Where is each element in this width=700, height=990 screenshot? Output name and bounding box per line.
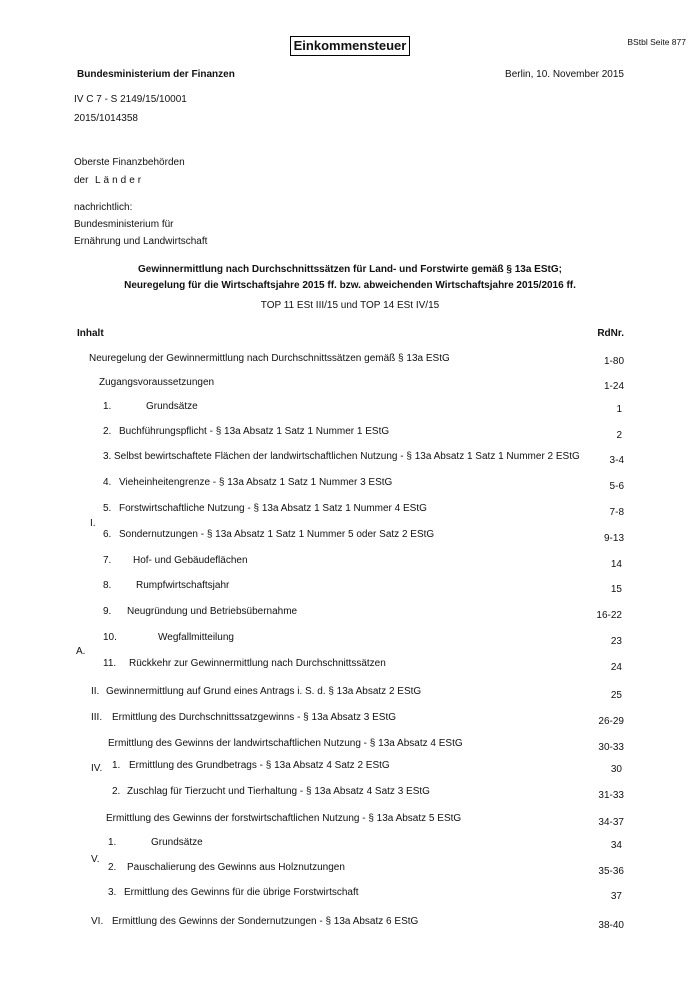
toc-row-text: Zugangsvoraussetzungen — [99, 377, 215, 388]
toc-row-text: Wegfallmitteilung — [158, 632, 234, 643]
toc-row-text: Rumpfwirtschaftsjahr — [136, 580, 230, 591]
toc-section-label-iv: IV. — [91, 763, 103, 774]
toc-row-text: Forstwirtschaftliche Nutzung - § 13a Absatz 1 Satz 1 Nummer 4 EStG — [119, 503, 427, 514]
toc-row-text: Ermittlung des Gewinns der Sondernutzungen - § 13a Absatz 6 EStG — [112, 916, 419, 927]
toc-section-label-a: A. — [76, 646, 86, 657]
toc-row-number: 1. — [112, 760, 121, 771]
reference-number: IV C 7 - S 2149/15/10001 — [74, 94, 187, 105]
toc-row-rdnr: 31-33 — [598, 790, 624, 801]
toc-row-number: 3. — [108, 887, 117, 898]
toc-row-rdnr: 16-22 — [596, 610, 622, 621]
toc-row-rdnr: 34-37 — [598, 817, 624, 828]
toc-row-rdnr: 2 — [616, 430, 622, 441]
toc-row-number: 7. — [103, 555, 112, 566]
page-reference: BStbl Seite 877 — [627, 37, 686, 47]
toc-row-rdnr: 30-33 — [598, 742, 624, 753]
toc-row-rdnr: 1-80 — [603, 356, 624, 367]
toc-row-text: Ermittlung des Durchschnittssatzgewinns - § 13a Absatz 3 EStG — [112, 712, 397, 723]
cc-line-1: Bundesministerium für — [74, 219, 174, 230]
subject-top-reference: TOP 11 ESt III/15 und TOP 14 ESt IV/15 — [260, 300, 440, 311]
toc-row-rdnr: 34 — [610, 840, 622, 851]
toc-row-text: Neuregelung der Gewinnermittlung nach Durchschnittssätzen gemäß § 13a EStG — [89, 353, 450, 364]
toc-row-number: 1. — [103, 401, 112, 412]
toc-row-number: 2. — [103, 426, 112, 437]
toc-row-rdnr: 38-40 — [598, 920, 624, 931]
toc-section-label-i: I. — [90, 518, 96, 529]
toc-row-rdnr: 30 — [610, 764, 622, 775]
place-date: Berlin, 10. November 2015 — [505, 69, 624, 80]
toc-row-number: 1. — [108, 837, 117, 848]
toc-row-number: 8. — [103, 580, 112, 591]
toc-row-text: Rückkehr zur Gewinnermittlung nach Durchschnittssätzen — [129, 658, 386, 669]
toc-row-text: Ermittlung des Grundbetrags - § 13a Absatz 4 Satz 2 EStG — [129, 760, 390, 771]
toc-row-rdnr: 23 — [610, 636, 622, 647]
toc-row-rdnr: 1-24 — [603, 381, 624, 392]
toc-row-text: Vieheinheitengrenze - § 13a Absatz 1 Satz 1 Nummer 3 EStG — [119, 477, 393, 488]
toc-row-number: 5. — [103, 503, 112, 514]
toc-row-number: 9. — [103, 606, 112, 617]
toc-row-text: Gewinnermittlung auf Grund eines Antrags i. S. d. § 13a Absatz 2 EStG — [106, 686, 422, 697]
document-category-box: Einkommensteuer — [290, 36, 410, 56]
subject-line-2: Neuregelung für die Wirtschaftsjahre 2015 ff. bzw. abweichenden Wirtschaftsjahre 2015/2016 ff. — [124, 280, 576, 291]
toc-row-number: 11. — [103, 658, 117, 669]
recipient-line-2-prefix: der — [74, 175, 89, 186]
sender-ministry: Bundesministerium der Finanzen — [77, 69, 235, 80]
toc-row-text: Pauschalierung des Gewinns aus Holznutzungen — [127, 862, 345, 873]
toc-row-text: Grundsätze — [151, 837, 203, 848]
toc-row-text: Sondernutzungen - § 13a Absatz 1 Satz 1 Nummer 5 oder Satz 2 EStG — [119, 529, 435, 540]
toc-row-rdnr: 15 — [610, 584, 622, 595]
toc-row-text: Ermittlung des Gewinns der landwirtschaftlichen Nutzung - § 13a Absatz 4 EStG — [108, 738, 463, 749]
toc-row-rdnr: 7-8 — [609, 507, 624, 518]
toc-row-text: Zuschlag für Tierzucht und Tierhaltung - § 13a Absatz 4 Satz 3 EStG — [127, 786, 430, 797]
cc-label: nachrichtlich: — [74, 202, 133, 213]
toc-row-rdnr: 24 — [610, 662, 622, 673]
subject-line-1: Gewinnermittlung nach Durchschnittssätzen für Land- und Forstwirte gemäß § 13a EStG; — [138, 264, 562, 275]
toc-row-rdnr: 25 — [610, 690, 622, 701]
toc-row-number: III. — [91, 712, 103, 723]
toc-row-text: Selbst bewirtschaftete Flächen der landwirtschaftlichen Nutzung - § 13a Absatz 1 Satz 1 Nummer 2 EStG — [114, 451, 580, 462]
toc-row-rdnr: 37 — [610, 891, 622, 902]
toc-row-rdnr: 26-29 — [598, 716, 624, 727]
toc-row-number: 4. — [103, 477, 112, 488]
toc-header-margin-number: RdNr. — [597, 328, 624, 339]
toc-row-text: Ermittlung des Gewinns für die übrige Forstwirtschaft — [124, 887, 359, 898]
cc-line-2: Ernährung und Landwirtschaft — [74, 236, 208, 247]
toc-row-text: Neugründung und Betriebsübernahme — [127, 606, 298, 617]
toc-row-number: 2. — [112, 786, 121, 797]
toc-row-rdnr: 1 — [616, 404, 622, 415]
toc-row-text: Hof- und Gebäudeflächen — [133, 555, 248, 566]
recipient-line-1: Oberste Finanzbehörden — [74, 157, 185, 168]
toc-row-rdnr: 3-4 — [609, 455, 624, 466]
toc-row-number: VI. — [91, 916, 104, 927]
toc-row-rdnr: 35-36 — [598, 866, 624, 877]
toc-row-number: 6. — [103, 529, 112, 540]
toc-row-text: Grundsätze — [146, 401, 198, 412]
recipient-line-2-laender: Länder — [95, 175, 145, 186]
toc-row-number: II. — [91, 686, 100, 697]
toc-row-number: 2. — [108, 862, 117, 873]
toc-row-number: 10. — [103, 632, 117, 643]
toc-row-number: 3. — [103, 451, 112, 462]
document-number: 2015/1014358 — [74, 113, 138, 124]
toc-row-rdnr: 5-6 — [609, 481, 624, 492]
toc-row-rdnr: 9-13 — [603, 533, 624, 544]
toc-row-rdnr: 14 — [610, 559, 622, 570]
toc-row-text: Buchführungspflicht - § 13a Absatz 1 Satz 1 Nummer 1 EStG — [119, 426, 390, 437]
toc-row-text: Ermittlung des Gewinns der forstwirtschaftlichen Nutzung - § 13a Absatz 5 EStG — [106, 813, 462, 824]
toc-section-label-v: V. — [91, 854, 100, 865]
toc-header-contents: Inhalt — [77, 328, 104, 339]
